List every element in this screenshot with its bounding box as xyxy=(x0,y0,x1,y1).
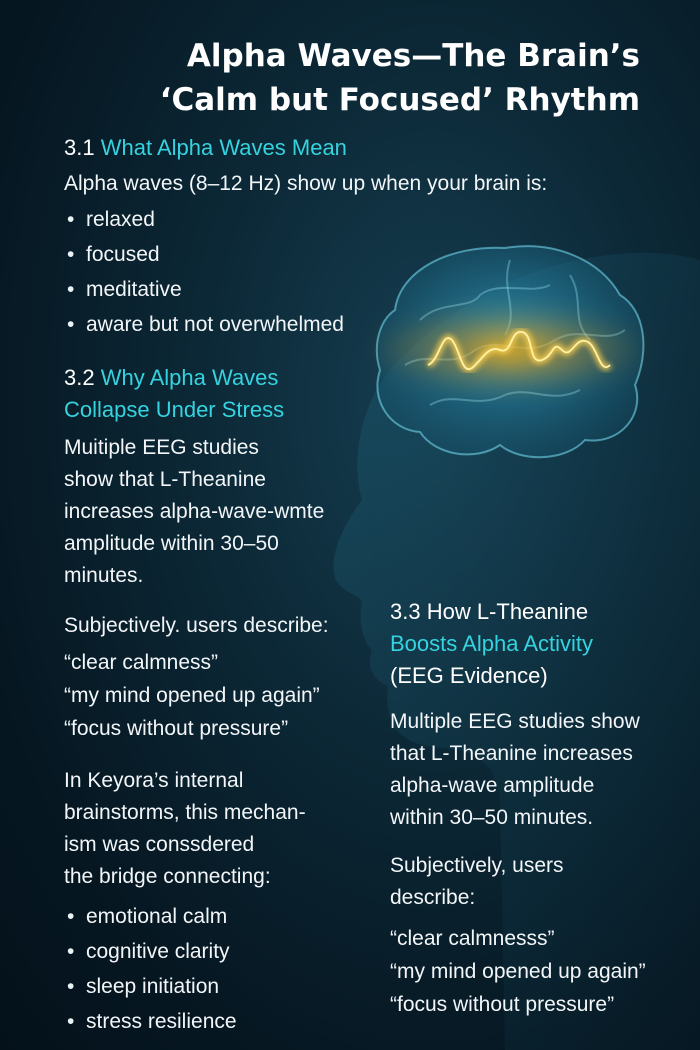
list-item: • emotional calm xyxy=(64,899,384,934)
quote: “my mind opened up again” xyxy=(64,684,320,707)
quote: “my mind opened up again” xyxy=(390,960,646,983)
section-3-3 xyxy=(390,596,690,1021)
section-3-2-title-line-1: Why Alpha Waves xyxy=(100,365,279,390)
body-line: Subjectively, users xyxy=(390,854,564,877)
body-line: Multiple EEG studies show xyxy=(390,710,640,733)
section-3-2-title-line-2: Collapse Under Stress xyxy=(64,397,285,422)
list-item: • focused xyxy=(64,237,644,272)
quote: “focus without pressure” xyxy=(390,993,615,1016)
body-line: describe: xyxy=(390,886,476,909)
list-item: • meditative xyxy=(64,272,644,307)
list-item: • stress resilience xyxy=(64,1004,384,1039)
section-3-3-quotes xyxy=(390,922,690,1021)
body-line: increases alpha-wave-wmte xyxy=(64,500,325,523)
section-3-1-number: 3.1 xyxy=(64,135,95,160)
body-line: Muitiple EEG studies xyxy=(64,436,259,459)
list-item: • cognitive clarity xyxy=(64,934,384,969)
section-3-3-heading-line-2: Boosts Alpha Activity xyxy=(390,631,593,656)
section-3-2-number: 3.2 xyxy=(64,365,95,390)
body-line: minutes. xyxy=(64,564,144,587)
section-3-1 xyxy=(64,132,644,342)
section-3-1-intro: Alpha waves (8–12 Hz) show up when your brain is: xyxy=(64,172,548,195)
section-3-2-bullet-list xyxy=(64,899,384,1039)
body-line: alpha-wave amplitude xyxy=(390,774,595,797)
body-line: ism was conssdered xyxy=(64,833,255,856)
body-line: the bridge connecting: xyxy=(64,865,271,888)
quote: “focus without pressure” xyxy=(64,717,289,740)
quote: “clear calmnesss” xyxy=(390,927,555,950)
body-line: that L-Theanine increases xyxy=(390,742,633,765)
section-3-2-heading-line-1 xyxy=(64,362,384,394)
body-line: In Keyora’s internal xyxy=(64,769,244,792)
title-line-2: ‘Calm but Focused’ Rhythm xyxy=(159,82,640,118)
section-3-2-quotes xyxy=(64,646,384,745)
section-3-1-bullet-list xyxy=(64,202,644,342)
body-line: show that L-Theanine xyxy=(64,468,266,491)
section-3-3-heading-line-1: 3.3 How L-Theanine xyxy=(390,599,589,624)
section-3-3-body xyxy=(390,706,690,834)
section-3-1-title: What Alpha Waves Mean xyxy=(100,135,347,160)
section-3-1-heading xyxy=(64,132,644,164)
section-3-2 xyxy=(64,362,384,1039)
list-item: • aware but not overwhelmed xyxy=(64,307,644,342)
section-3-2-subjective: Subjectively. users describe: xyxy=(64,614,329,637)
quote: “clear calmness” xyxy=(64,651,219,674)
section-3-2-body xyxy=(64,432,384,592)
title-line-1: Alpha Waves—The Brain’s xyxy=(186,38,640,74)
list-item: • sleep initiation xyxy=(64,969,384,1004)
page-title xyxy=(80,34,640,122)
section-3-3-subjective xyxy=(390,850,690,914)
section-3-2-keyora xyxy=(64,765,384,893)
body-line: amplitude within 30–50 xyxy=(64,532,279,555)
body-line: brainstorms, this mechan- xyxy=(64,801,306,824)
section-3-3-heading-line-3: (EEG Evidence) xyxy=(390,663,548,688)
list-item: • relaxed xyxy=(64,202,644,237)
body-line: within 30–50 minutes. xyxy=(390,806,594,829)
